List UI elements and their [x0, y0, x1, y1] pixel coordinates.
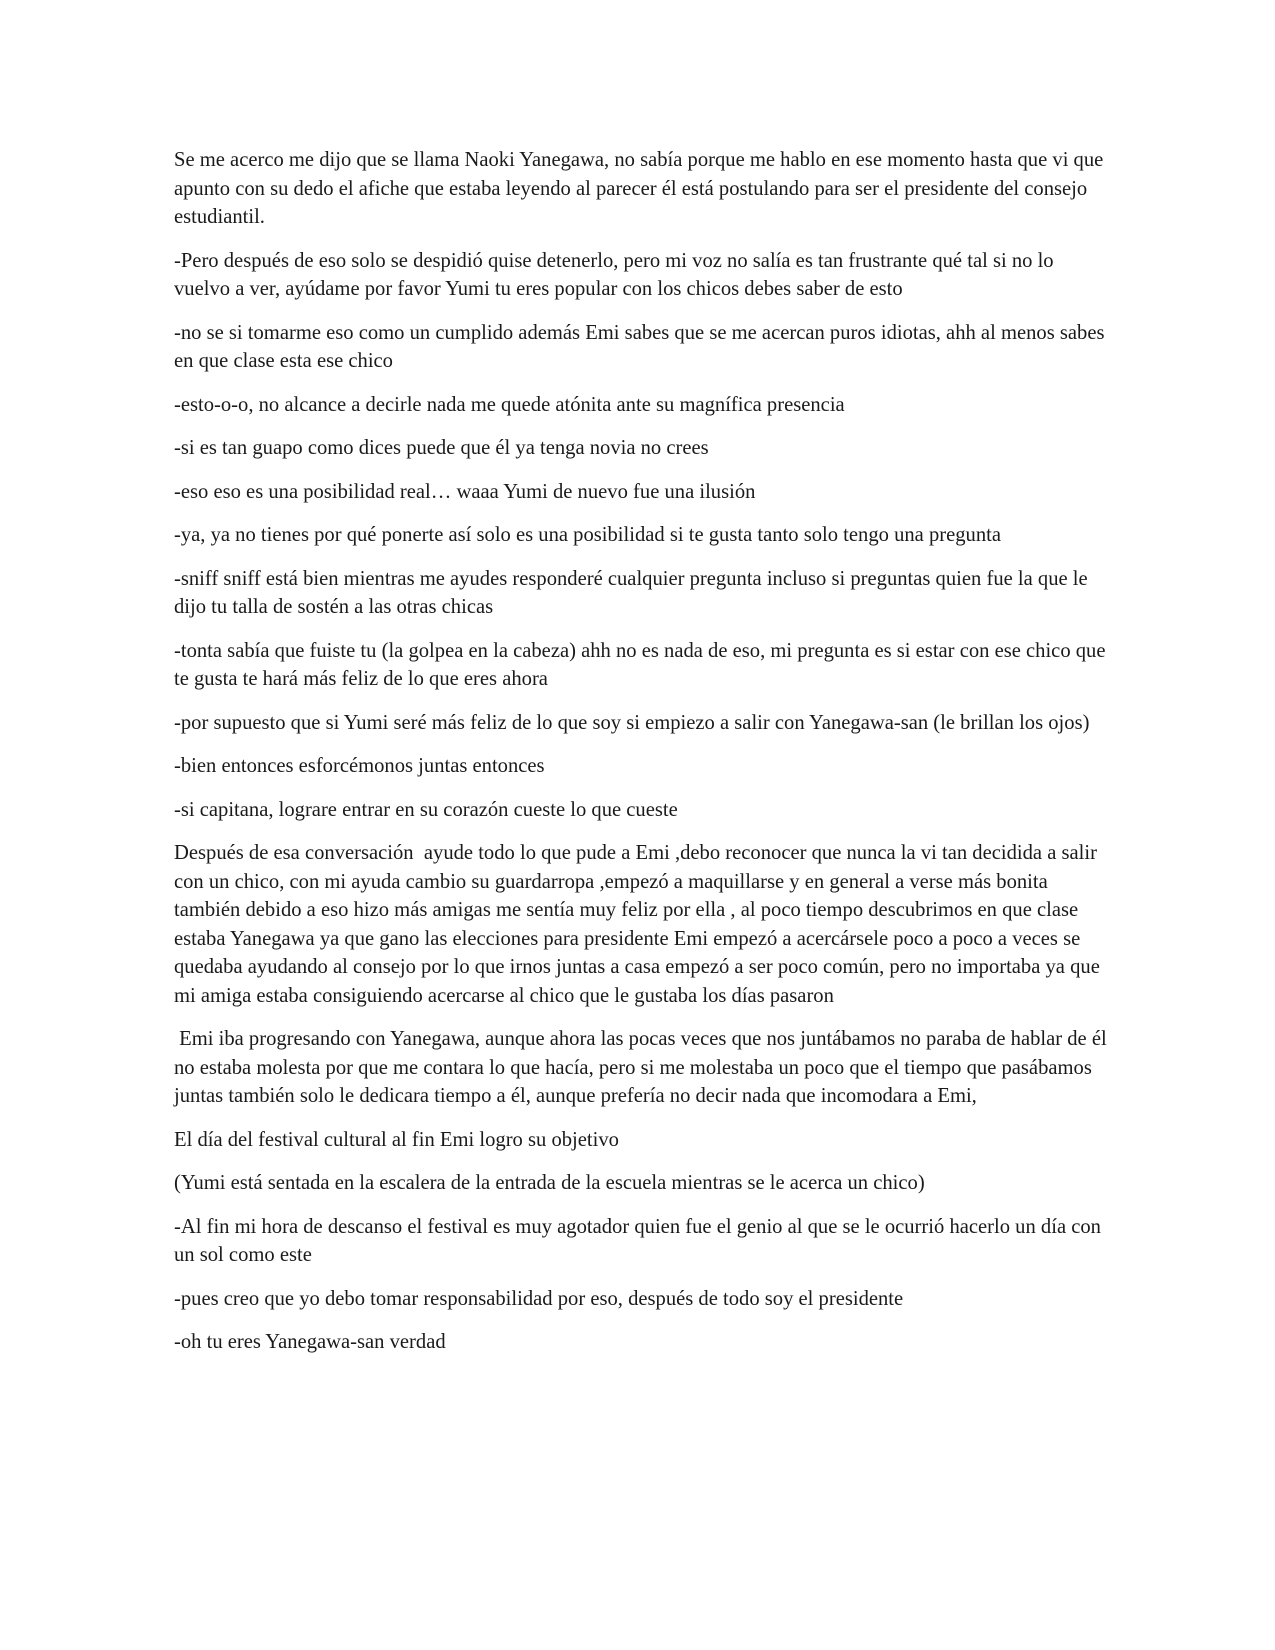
paragraph: -Pero después de eso solo se despidió quise detenerlo, pero mi voz no salía es tan frustrante qué tal si no lo vuelvo a ver, ayúdame por favor Yumi tu eres popular con los chicos debes saber de esto — [174, 249, 1059, 300]
paragraph: -por supuesto que si Yumi seré más feliz de lo que soy si empiezo a salir con Yanegawa-san (le brillan los ojos) — [174, 711, 1090, 734]
paragraph: -sniff sniff está bien mientras me ayudes responderé cualquier pregunta incluso si preguntas quien fue la que le dijo tu talla de sostén a las otras chicas — [174, 567, 1093, 618]
paragraph: -ya, ya no tienes por qué ponerte así solo es una posibilidad si te gusta tanto solo tengo una pregunta — [174, 524, 1001, 546]
paragraph: El día del festival cultural al fin Emi logro su objetivo — [174, 1128, 619, 1151]
paragraph: -no se si tomarme eso como un cumplido además Emi sabes que se me acercan puros idiotas, ahh al menos sabes en que clase esta ese chico — [174, 321, 1110, 372]
paragraph: (Yumi está sentada en la escalera de la entrada de la escuela mientras se le acerca un chico) — [174, 1172, 925, 1194]
paragraph: -Al fin mi hora de descanso el festival es muy agotador quien fue el genio al que se le ocurrió hacerlo un día con un sol como este — [174, 1215, 1107, 1266]
paragraph: -tonta sabía que fuiste tu (la golpea en la cabeza) ahh no es nada de eso, mi pregunta es si estar con ese chico que te gusta te hará más feliz de lo que eres ahora — [174, 639, 1111, 690]
paragraph: -esto-o-o, no alcance a decirle nada me quede atónita ante su magnífica presencia — [174, 393, 845, 416]
paragraph: Después de esa conversación ayude todo lo que pude a Emi ,debo reconocer que nunca la vi tan decidida a salir con un chico, con mi ayuda cambio su guardarropa ,empezó a maquillarse y en general a verse más bonita también debido a eso hizo más amigas me sentía muy feliz por ella , al poco tiempo descubrimos en que clase estaba Yanegawa ya que gano las elecciones para presidente Emi empezó a acercársele poco a poco a veces se quedaba ayudando al consejo por lo que irnos juntas a casa empezó a ser poco común, pero no importaba ya que mi amiga estaba consiguiendo acercarse al chico que le gustaba los días pasaron — [174, 842, 1105, 1007]
paragraph: -oh tu eres Yanegawa-san verdad — [174, 1331, 446, 1353]
paragraph: -pues creo que yo debo tomar responsabilidad por eso, después de todo soy el presidente — [174, 1287, 904, 1310]
paragraph: -bien entonces esforcémonos juntas entonces — [174, 755, 545, 777]
paragraph: -eso eso es una posibilidad real… waaa Yumi de nuevo fue una ilusión — [174, 480, 756, 503]
paragraph: Emi iba progresando con Yanegawa, aunque ahora las pocas veces que nos juntábamos no paraba de hablar de él no estaba molesta por que me contara lo que hacía, pero si me molestaba un poco que el tiempo que pasábamos juntas también solo le dedicara tiempo a él, aunque prefería no decir nada que incomodara a Emi, — [174, 1028, 1112, 1107]
paragraph: Se me acerco me dijo que se llama Naoki Yanegawa, no sabía porque me hablo en ese momento hasta que vi que apunto con su dedo el afiche que estaba leyendo al parecer él está postulando para ser el presidente del consejo estudiantil. — [174, 149, 1109, 228]
document-body — [174, 146, 1112, 1372]
paragraph: -si capitana, lograre entrar en su corazón cueste lo que cueste — [174, 798, 678, 821]
paragraph: -si es tan guapo como dices puede que él ya tenga novia no crees — [174, 437, 709, 459]
